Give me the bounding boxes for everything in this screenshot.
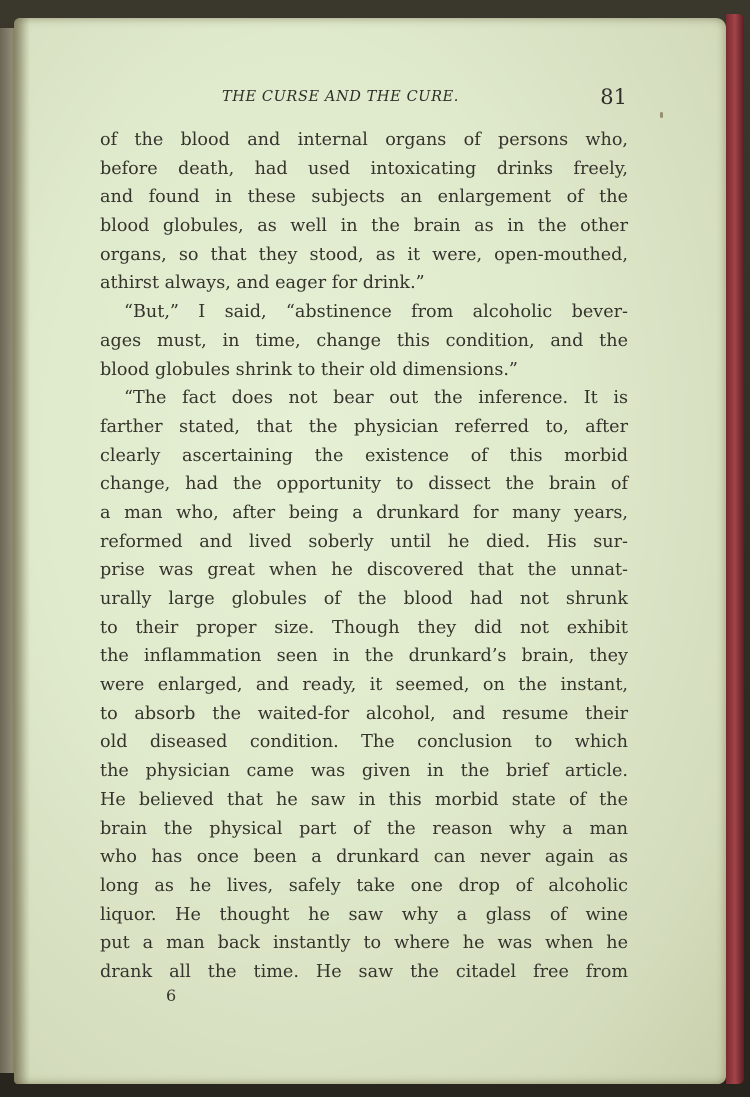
text-line: the inflammation seen in the drunkard’s brain, they xyxy=(100,646,628,667)
running-title: THE CURSE AND THE CURE. xyxy=(222,89,459,105)
text-line: brain the physical part of the reason why a man xyxy=(100,818,628,839)
text-line: old diseased condition. The conclusion to which xyxy=(100,732,628,753)
text-line: blood globules, as well in the brain as in the other xyxy=(100,216,628,237)
text-line: who has once been a drunkard can never again as xyxy=(100,847,628,868)
text-line: to their proper size. Though they did not exhibit xyxy=(100,617,628,638)
text-line: prise was great when he discovered that the unnat- xyxy=(100,560,628,581)
text-line: clearly ascertaining the existence of this morbid xyxy=(100,445,628,466)
paper-speck xyxy=(660,112,663,118)
text-line: reformed and lived soberly until he died. His sur- xyxy=(100,531,628,552)
text-line: before death, had used intoxicating drinks freely, xyxy=(100,158,628,179)
body-text xyxy=(100,126,628,987)
text-line: the physician came was given in the brief article. xyxy=(100,761,628,782)
text-line: athirst always, and eager for drink.” xyxy=(100,273,425,294)
text-line: and found in these subjects an enlargement of the xyxy=(100,187,628,208)
text-line: were enlarged, and ready, it seemed, on the instant, xyxy=(100,675,628,696)
page-number: 81 xyxy=(600,85,627,109)
page-gutter-shadow xyxy=(14,18,30,1084)
text-line: organs, so that they stood, as it were, open-mouthed, xyxy=(100,244,628,265)
text-line: liquor. He thought he saw why a glass of wine xyxy=(100,904,628,925)
text-line: to absorb the waited-for alcohol, and resume their xyxy=(100,703,628,724)
text-line: urally large globules of the blood had not shrunk xyxy=(100,589,628,609)
text-line: ages must, in time, change this condition, and the xyxy=(100,330,628,351)
text-line: of the blood and internal organs of persons who, xyxy=(100,130,628,150)
text-line: drank all the time. He saw the citadel free from xyxy=(100,961,628,982)
book-cover-edge xyxy=(726,14,744,1084)
text-line: blood globules shrink to their old dimensions.” xyxy=(100,359,518,380)
text-line: change, had the opportunity to dissect the brain of xyxy=(100,474,628,495)
text-line: a man who, after being a drunkard for many years, xyxy=(100,502,628,523)
text-line: farther stated, that the physician referred to, after xyxy=(100,416,628,437)
text-line: “The fact does not bear out the inference. It is xyxy=(124,388,628,409)
page-header xyxy=(222,85,627,115)
text-line: “But,” I said, “abstinence from alcoholic bever- xyxy=(124,302,628,323)
text-line: put a man back instantly to where he was when he xyxy=(100,933,628,954)
text-line: long as he lives, safely take one drop of alcoholic xyxy=(100,875,628,896)
signature-mark: 6 xyxy=(166,986,177,1005)
text-line: He believed that he saw in this morbid state of the xyxy=(100,789,628,810)
